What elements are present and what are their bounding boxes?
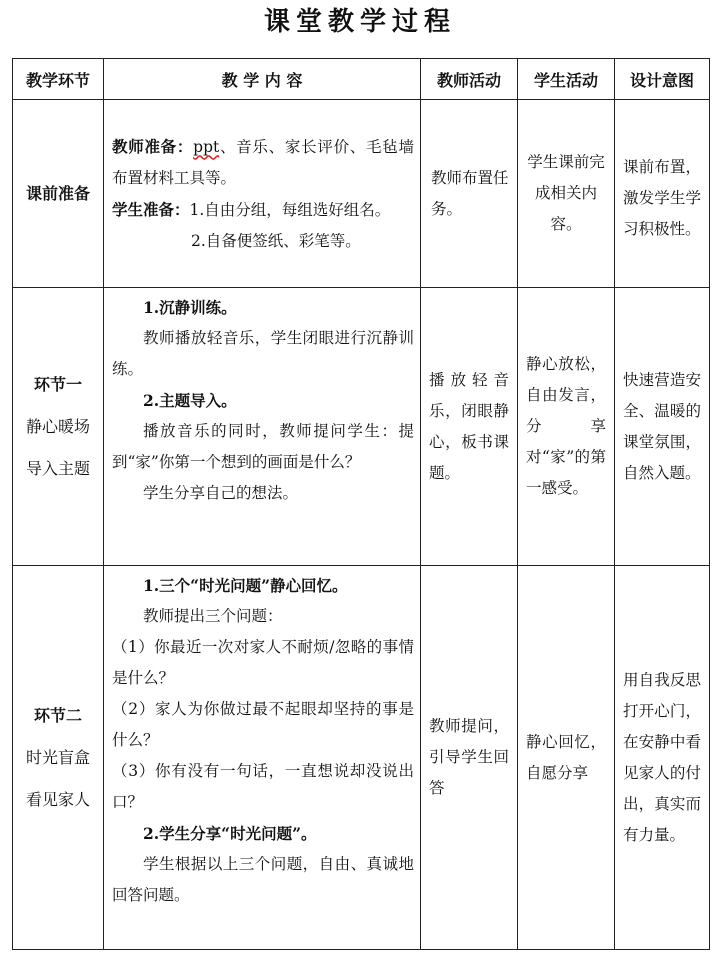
teaching-process-table (12, 58, 710, 950)
teacher-activity-cell: 教师布置任务。 (421, 100, 518, 288)
table-row (13, 100, 710, 288)
stage-cell (13, 100, 104, 288)
design-intent-cell: 快速营造安全、温暖的课堂氛围，自然入题。 (615, 288, 710, 566)
header-student-activity: 学生活动 (518, 59, 615, 100)
section-heading: 1.三个“时光问题”静心回忆。 (143, 576, 348, 595)
header-design-intent: 设计意图 (615, 59, 710, 100)
teacher-activity-cell: 播放轻音乐，闭眼静心，板书课题。 (421, 288, 518, 566)
header-content: 教 学 内 容 (104, 59, 421, 100)
stage-label: 课前准备 (25, 183, 90, 203)
question-item: （2）家人为你做过最不起眼却坚持的事是什么？ (112, 700, 414, 749)
question-item: （1）你最近一次对家人不耐烦/忽略的事情是什么？ (112, 638, 414, 687)
student-activity-cell: 静心放松，自由发言，分享对“家”的第一感受。 (518, 288, 615, 566)
student-activity-cell: 静心回忆，自愿分享 (518, 566, 615, 950)
page-title: 课堂教学过程 (263, 7, 456, 37)
stage-cell: 环节一 静心暖场 导入主题 (13, 288, 104, 566)
header-stage: 教学环节 (13, 59, 104, 100)
content-cell: 1.三个“时光问题”静心回忆。 教师提出三个问题： （1）你最近一次对家人不耐烦/忽略的事情是什么？ （2）家人为你做过最不起眼却坚持的事是什么？ （3）你有没有一句话，一直想说却没说出口？ 2.学生分享“时光问题”。 学生根据以上三个问题，自由、真诚地回答问题。 (104, 566, 421, 950)
table-row (13, 566, 710, 950)
question-item: （3）你有没有一句话，一直想说却没说出口？ (112, 762, 414, 811)
teacher-prep: 教师准备：ppt、音乐、家长评价、毛毡墙布置材料工具等。 (112, 136, 414, 187)
section-heading: 2.学生分享“时光问题”。 (143, 824, 317, 843)
content-cell (104, 100, 421, 288)
student-activity-cell: 学生课前完成相关内容。 (518, 100, 615, 288)
design-intent-cell: 课前布置，激发学生学习积极性。 (615, 100, 710, 288)
table-row (13, 288, 710, 566)
stage-cell: 环节二 时光盲盒 看见家人 (13, 566, 104, 950)
table-header-row (13, 59, 710, 100)
student-prep-2: 2.自备便签纸、彩笔等。 (191, 231, 361, 250)
section-heading: 1.沉静训练。 (143, 298, 237, 317)
student-prep: 学生准备：1.自由分组，每组选好组名。 (112, 199, 391, 219)
section-heading: 2.主题导入。 (143, 391, 237, 410)
content-cell: 1.沉静训练。 教师播放轻音乐，学生闭眼进行沉静训练。 2.主题导入。 播放音乐的同时，教师提问学生：提到“家”你第一个想到的画面是什么？ 学生分享自己的想法。 (104, 288, 421, 566)
design-intent-cell: 用自我反思打开心门，在安静中看见家人的付出，真实而有力量。 (615, 566, 710, 950)
teacher-activity-cell: 教师提问，引导学生回答 (421, 566, 518, 950)
header-teacher-activity: 教师活动 (421, 59, 518, 100)
